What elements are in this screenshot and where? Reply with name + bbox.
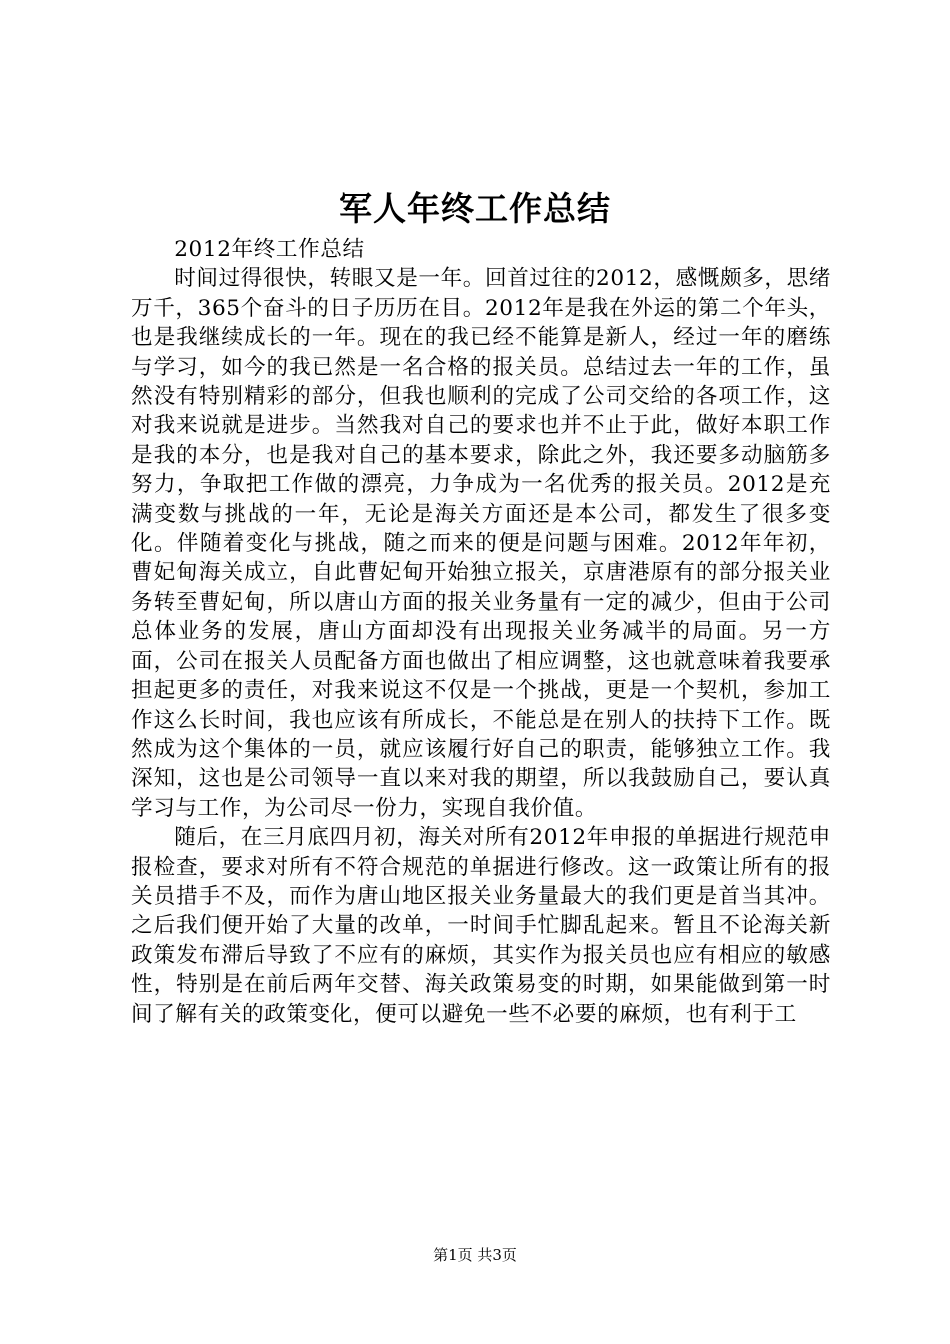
document-body: [131, 235, 831, 1029]
page-footer: 第1页 共3页: [433, 1246, 517, 1264]
body-paragraph: 时间过得很快，转眼又是一年。回首过往的2012，感慨颇多，思绪万千，365个奋斗的日子历历在目。2012年是我在外运的第二个年头，也是我继续成长的一年。现在的我已经不能算是新人，经过一年的磨练与学习，如今的我已然是一名合格的报关员。总结过去一年的工作，虽然没有特别精彩的部分，但我也顺利的完成了公司交给的各项工作，这对我来说就是进步。当然我对自己的要求也并不止于此，做好本职工作是我的本分，也是我对自己的基本要求，除此之外，我还要多动脑筋多努力，争取把工作做的漂亮，力争成为一名优秀的报关员。2012是充满变数与挑战的一年，无论是海关方面还是本公司，都发生了很多变化。伴随着变化与挑战，随之而来的便是问题与困难。2012年年初，曹妃甸海关成立，自此曹妃甸开始独立报关，京唐港原有的部分报关业务转至曹妃甸，所以唐山方面的报关业务量有一定的减少，但由于公司总体业务的发展，唐山方面却没有出现报关业务减半的局面。另一方面，公司在报关人员配备方面也做出了相应调整，这也就意味着我要承担起更多的责任，对我来说这不仅是一个挑战，更是一个契机，参加工作这么长时间，我也应该有所成长，不能总是在别人的扶持下工作。既然成为这个集体的一员，就应该履行好自己的职责，能够独立工作。我深知，这也是公司领导一直以来对我的期望，所以我鼓励自己，要认真学习与工作，为公司尽一份力，实现自我价值。: [131, 266, 831, 821]
body-paragraph: 随后，在三月底四月初，海关对所有2012年申报的单据进行规范申报检查，要求对所有不符合规范的单据进行修改。这一政策让所有的报关员措手不及，而作为唐山地区报关业务量最大的我们更是首当其冲。之后我们便开始了大量的改单，一时间手忙脚乱起来。暂且不论海关新政策发布滞后导致了不应有的麻烦，其实作为报关员也应有相应的敏感性，特别是在前后两年交替、海关政策易变的时期，如果能做到第一时间了解有关的政策变化，便可以避免一些不必要的麻烦，也有利于工: [131, 825, 831, 1027]
document-title: 军人年终工作总结: [339, 189, 611, 228]
body-paragraph: 2012年终工作总结: [174, 237, 365, 262]
